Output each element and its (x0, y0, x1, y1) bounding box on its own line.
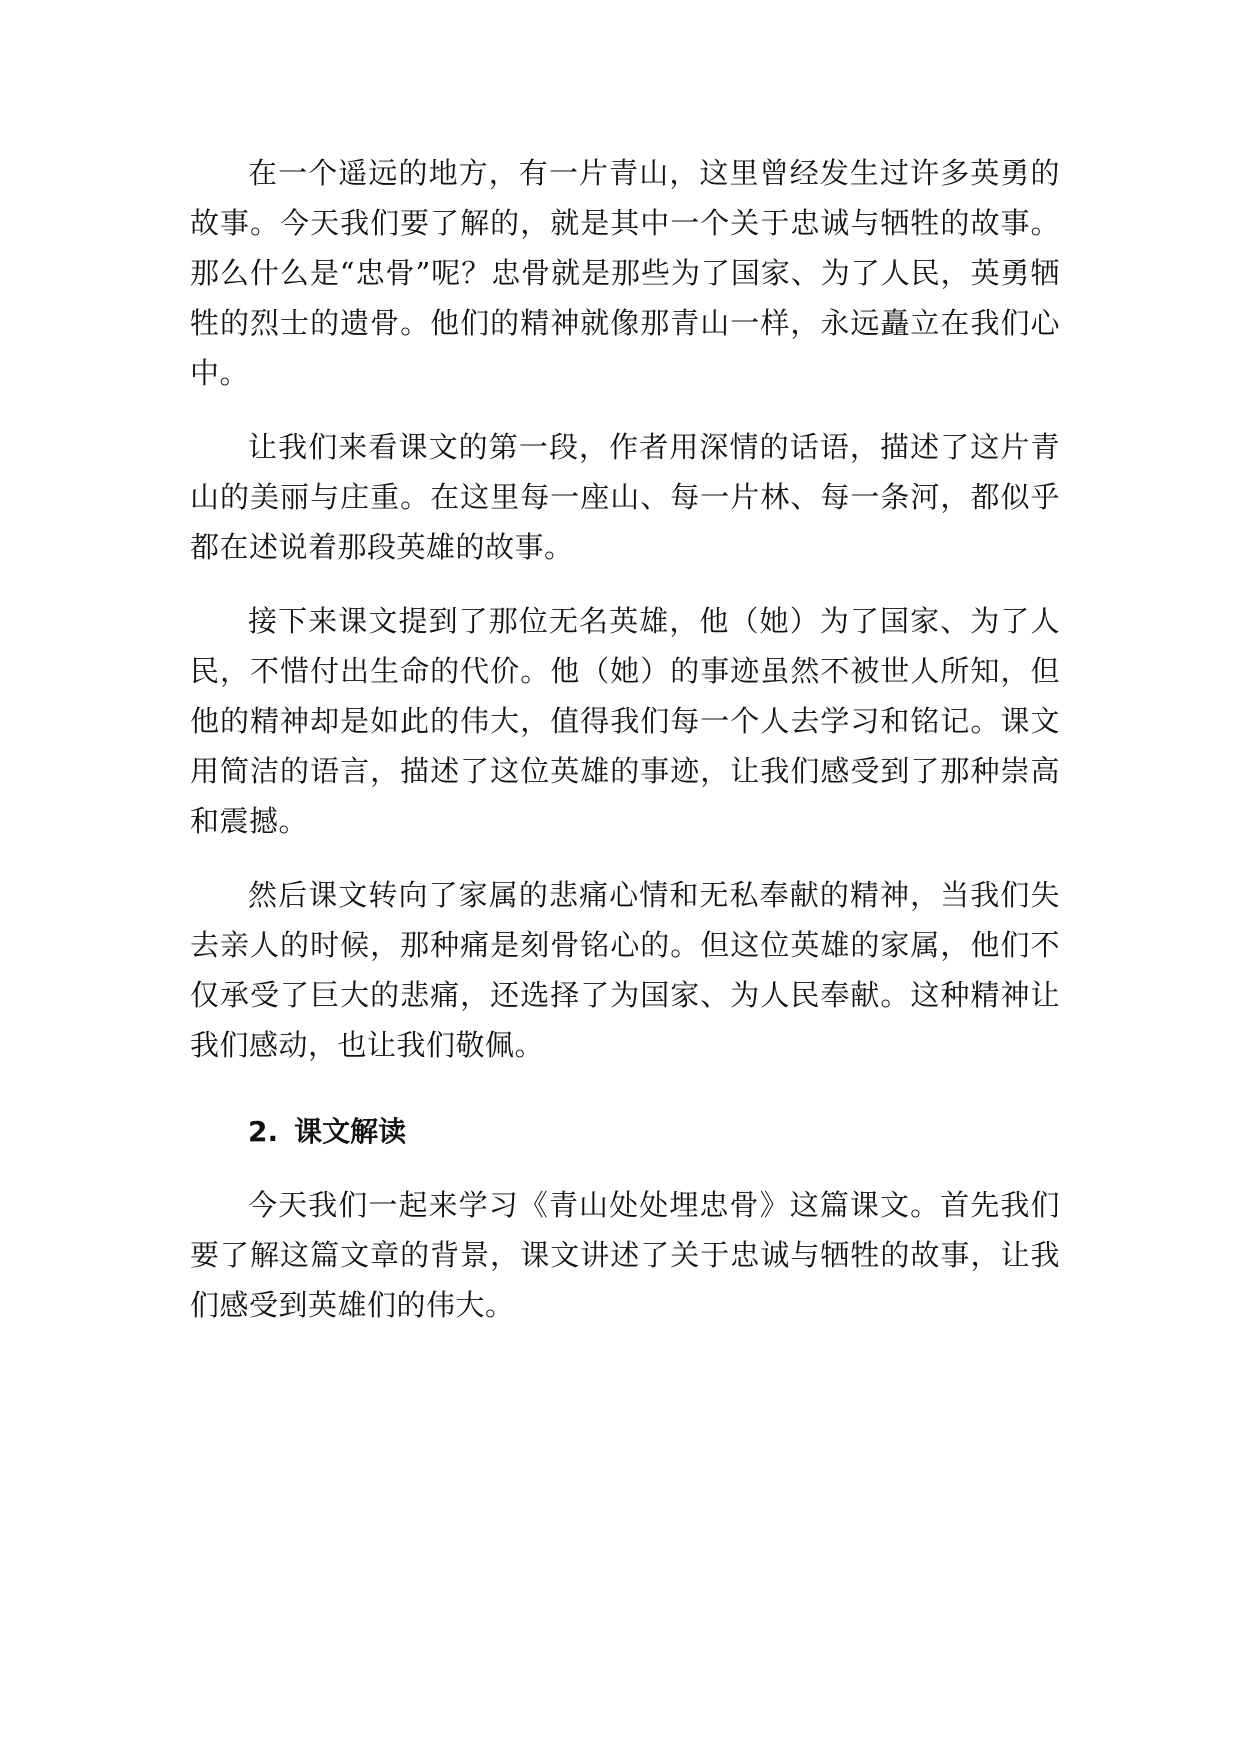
section-title: 课文解读 (294, 1115, 407, 1148)
paragraph-lesson-intro: 今天我们一起来学习《青山处处埋忠骨》这篇课文。首先我们要了解这篇文章的背景，课文讲述了关于忠诚与牺牲的故事，让我们感受到英雄们的伟大。 (190, 1188, 1060, 1322)
paragraph-unknown-hero: 接下来课文提到了那位无名英雄，他（她）为了国家、为了人民，不惜付出生命的代价。他（她）的事迹虽然不被世人所知，但他的精神却是如此的伟大，值得我们每一个人去学习和铭记。课文用简洁的语言，描述了这位英雄的事迹，让我们感受到了那种崇高和震撼。 (190, 604, 1060, 838)
section-number: 2. (248, 1115, 279, 1148)
paragraph-family: 然后课文转向了家属的悲痛心情和无私奉献的精神，当我们失去亲人的时候，那种痛是刻骨铭心的。但这位英雄的家属，他们不仅承受了巨大的悲痛，还选择了为国家、为人民奉献。这种精神让我们感动，也让我们敬佩。 (190, 878, 1060, 1062)
section-heading (248, 1112, 1060, 1152)
document-body (190, 148, 1060, 1354)
paragraph-first-section: 让我们来看课文的第一段，作者用深情的话语，描述了这片青山的美丽与庄重。在这里每一座山、每一片林、每一条河，都似乎都在述说着那段英雄的故事。 (190, 430, 1060, 564)
paragraph-intro: 在一个遥远的地方，有一片青山，这里曾经发生过许多英勇的故事。今天我们要了解的，就是其中一个关于忠诚与牺牲的故事。那么什么是“忠骨”呢？忠骨就是那些为了国家、为了人民，英勇牺牲的烈士的遗骨。他们的精神就像那青山一样，永远矗立在我们心中。 (190, 156, 1060, 390)
